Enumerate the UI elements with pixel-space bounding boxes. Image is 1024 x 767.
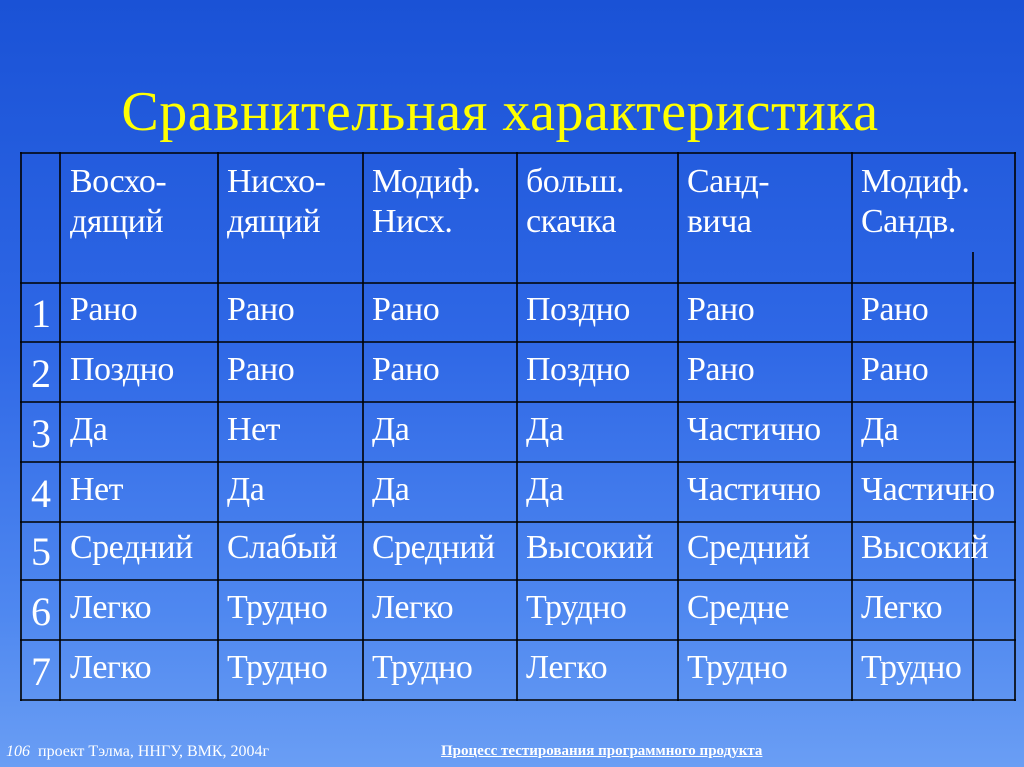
table-cell: Рано: [372, 291, 440, 328]
table-cell: Средний: [687, 529, 810, 566]
header-modif-sandv-line1: Модиф.: [861, 163, 970, 200]
table-cell: Нет: [227, 411, 281, 448]
table-cell: Рано: [227, 291, 295, 328]
table-cell: Рано: [687, 351, 755, 388]
header-sandvicha-line1: Санд-: [687, 163, 770, 200]
header-modif-nisk-line1: Модиф.: [372, 163, 481, 200]
table-cell: Легко: [70, 589, 152, 626]
header-bolsh-skachka-line2: скачка: [526, 203, 617, 240]
row-number-2: 2: [31, 351, 51, 396]
header-modif-nisk-line2: Нисх.: [372, 203, 453, 240]
table-cell: Рано: [861, 351, 929, 388]
footer-credits-text: проект Тэлма, ННГУ, ВМК, 2004г: [38, 743, 270, 760]
table-cell: Поздно: [526, 351, 630, 388]
table-cell: Высокий: [861, 529, 989, 566]
table-cell: Трудно: [227, 589, 328, 626]
header-sandvicha-line2: вича: [687, 203, 752, 240]
table-cell: Частично: [687, 411, 821, 448]
table-cell: Легко: [861, 589, 943, 626]
table-cell: Да: [227, 471, 265, 508]
table-cell: Да: [526, 411, 564, 448]
comparison-table: [20, 152, 1016, 701]
table-cell: Частично: [687, 471, 821, 508]
table-cell: Поздно: [526, 291, 630, 328]
table-cell: Поздно: [70, 351, 174, 388]
table-cell: Да: [372, 411, 410, 448]
table-cell: Частично: [861, 471, 995, 508]
table-cell: Легко: [526, 649, 608, 686]
table-cell: Легко: [372, 589, 454, 626]
row-number-1: 1: [31, 291, 51, 336]
header-niskhodyashchiy-line2: дящий: [227, 203, 321, 240]
table-cell: Рано: [70, 291, 138, 328]
footer-link[interactable]: Процесс тестирования программного продукта: [441, 743, 763, 759]
table-cell: Нет: [70, 471, 124, 508]
header-niskhodyashchiy-line1: Нисхо-: [227, 163, 326, 200]
row-number-5: 5: [31, 529, 51, 574]
table-cell: Легко: [70, 649, 152, 686]
slide-title: Сравнительная характеристика: [121, 81, 879, 143]
table-cell: Средний: [372, 529, 495, 566]
table-cell: Трудно: [687, 649, 788, 686]
row-number-4: 4: [31, 471, 51, 516]
table-cell: Да: [70, 411, 108, 448]
header-voskhodyashchiy-line2: дящий: [70, 203, 164, 240]
table-cell: Трудно: [227, 649, 328, 686]
header-bolsh-skachka-line1: больш.: [526, 163, 625, 200]
table-cell: Слабый: [227, 529, 338, 566]
header-voskhodyashchiy-line1: Восхо-: [70, 163, 167, 200]
table-cell: Да: [526, 471, 564, 508]
table-cell: Трудно: [372, 649, 473, 686]
table-cell: Трудно: [526, 589, 627, 626]
table-cell: Рано: [227, 351, 295, 388]
table-cell: Средне: [687, 589, 789, 626]
row-number-7: 7: [31, 649, 51, 694]
table-cell: Рано: [861, 291, 929, 328]
table-cell: Трудно: [861, 649, 962, 686]
slide-number: 106: [6, 743, 30, 760]
row-number-6: 6: [31, 589, 51, 634]
table-cell: Высокий: [526, 529, 654, 566]
table-cell: Да: [861, 411, 899, 448]
table-cell: Рано: [687, 291, 755, 328]
table-cell: Да: [372, 471, 410, 508]
row-number-3: 3: [31, 411, 51, 456]
table-cell: Средний: [70, 529, 193, 566]
table-cell: Рано: [372, 351, 440, 388]
footer-credits: [6, 743, 269, 761]
header-modif-sandv-line2: Сандв.: [861, 203, 956, 240]
